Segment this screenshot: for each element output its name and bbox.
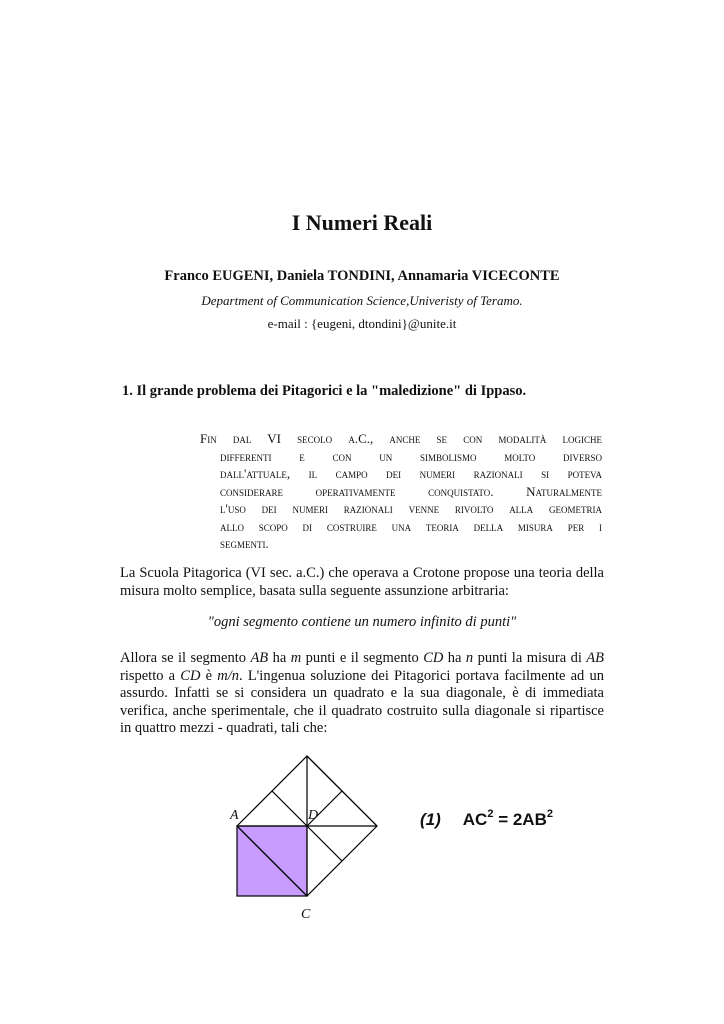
abstract-line: l'uso dei numeri razionali venne rivolto alla geometria <box>220 501 602 516</box>
label-d: D <box>308 808 319 823</box>
inner-line <box>272 791 307 826</box>
paper-title: I Numeri Reali <box>291 210 433 235</box>
authors: Franco EUGENI, Daniela TONDINI, Annamaria VICECONTE <box>164 268 560 284</box>
equation-rhs: = 2AB <box>493 810 547 829</box>
abstract-line: dall'attuale, il campo dei numeri razionali si poteva <box>220 466 602 481</box>
quote: "ogni segmento contiene un numero infinito di punti" <box>207 614 517 630</box>
abstract-line: differenti e con un simbolismo molto diverso <box>220 448 602 464</box>
paragraph-line: in quattro mezzi - quadrati, tali che: <box>120 720 328 736</box>
section-title: 1. Il grande problema dei Pitagorici e la "maledizione" di Ippaso. <box>122 383 527 399</box>
abstract <box>200 430 602 553</box>
equation-lhs: AC <box>462 810 488 829</box>
email: e-mail : {eugeni, dtondini}@unite.it <box>267 316 457 331</box>
abstract-line: segmenti. <box>220 536 269 551</box>
paragraph-line: rispetto a CD è m/n. L'ingenua soluzione dei Pitagorici portava facilmente ad un <box>120 667 604 684</box>
equation <box>420 810 553 830</box>
paragraph-line: verifica, anche sperimentale, che il quadrato costruito sulla diagonale si ripartisce <box>120 702 604 719</box>
affiliation: Department of Communication Science,Univeristy of Teramo. <box>201 293 523 308</box>
paragraph-line: assurdo. Infatti se si considera un quadrato e la sua diagonale, è di immediata <box>120 685 604 701</box>
paragraph-line: Allora se il segmento AB ha m punti e il segmento CD ha n punti la misura di AB <box>120 650 605 666</box>
abstract-line: considerare operativamente conquistato. Naturalmente <box>220 483 602 499</box>
label-a: A <box>230 808 239 823</box>
equation-number: (1) <box>420 810 441 829</box>
inner-line <box>307 826 342 861</box>
label-c: C <box>301 907 311 922</box>
rhs-exponent: 2 <box>546 808 553 820</box>
paragraph-intro <box>120 565 604 600</box>
abstract-line: allo scopo di costruire una teoria della misura per i <box>220 518 602 534</box>
abstract-line: Fin dal VI secolo a.C., anche se con modalità logiche <box>200 431 602 446</box>
lhs-exponent: 2 <box>487 808 494 820</box>
paragraph-line: La Scuola Pitagorica (VI sec. a.C.) che operava a Crotone propose una teoria della <box>120 565 604 581</box>
paragraph-line: misura molto semplice, basata sulla seguente assunzione arbitraria: <box>120 582 509 599</box>
square-diagonal-figure <box>225 748 385 908</box>
paragraph-body <box>120 650 604 738</box>
